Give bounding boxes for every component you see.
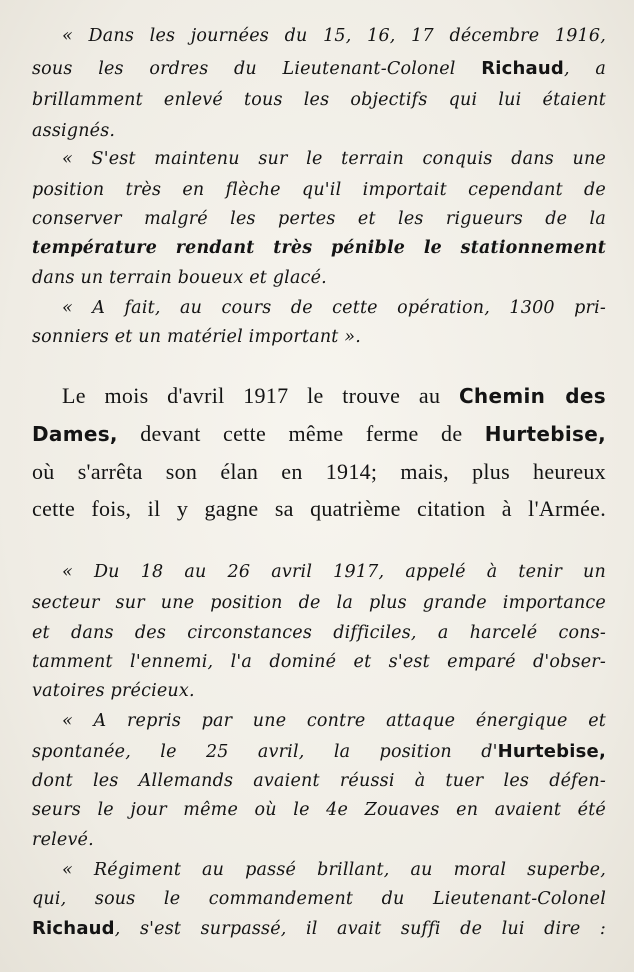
text-line: tamment l'ennemi, l'a dominé et s'est emparé d'obser-	[32, 652, 606, 672]
text-line: sous les ordres du Lieutenant-Colonel Richaud, a	[32, 58, 606, 79]
text-line: « Dans les journées du 15, 16, 17 décembre 1916,	[62, 26, 606, 46]
text-line: Richaud, s'est surpassé, il avait suffi de lui dire :	[32, 918, 606, 939]
text-line: brillamment enlevé tous les objectifs qui lui étaient	[32, 90, 606, 110]
text-line: relevé.	[32, 830, 94, 850]
text-line: « Du 18 au 26 avril 1917, appelé à tenir un	[62, 562, 606, 582]
place-chemin-des-dames: Chemin des	[458, 384, 606, 408]
name-richaud: Richaud	[481, 58, 564, 79]
text-line: cette fois, il y gagne sa quatrième citation à l'Armée.	[32, 496, 606, 521]
text-line: Le mois d'avril 1917 le trouve au Chemin des	[62, 383, 606, 408]
text-line: spontanée, le 25 avril, la position d'Hurtebise,	[32, 741, 606, 762]
text-line: qui, sous le commandement du Lieutenant-Colonel	[32, 889, 606, 909]
text-line: et dans des circonstances difficiles, a harcelé cons-	[32, 623, 606, 643]
text-line: position très en flèche qu'il importait cependant de	[32, 180, 606, 200]
text-line: dans un terrain boueux et glacé.	[32, 268, 327, 288]
text-line: vatoires précieux.	[32, 681, 195, 701]
place-chemin-des-dames: Dames,	[32, 422, 118, 446]
text-line: température rendant très pénible le stationnement	[32, 238, 606, 258]
text-line: dont les Allemands avaient réussi à tuer les défen-	[32, 771, 606, 791]
place-hurtebise: Hurtebise,	[484, 422, 606, 446]
text-line: assignés.	[32, 121, 116, 141]
text-line: « A repris par une contre attaque énergique et	[62, 711, 606, 731]
text-line: où s'arrêta son élan en 1914; mais, plus heureux	[32, 459, 606, 484]
text-line: seurs le jour même où le 4e Zouaves en avaient été	[32, 800, 606, 820]
place-hurtebise: Hurtebise,	[497, 741, 606, 762]
text-line: secteur sur une position de la plus grande importance	[32, 593, 606, 613]
name-richaud: Richaud	[32, 918, 115, 939]
text-line: conserver malgré les pertes et les rigueurs de la	[32, 209, 606, 229]
text-line: « S'est maintenu sur le terrain conquis dans une	[62, 149, 606, 169]
text-line: sonniers et un matériel important ».	[32, 327, 361, 347]
text-line: « Régiment au passé brillant, au moral superbe,	[62, 860, 606, 880]
text-line: Dames, devant cette même ferme de Hurtebise,	[32, 421, 606, 446]
text-line: « A fait, au cours de cette opération, 1300 pri-	[62, 298, 606, 318]
